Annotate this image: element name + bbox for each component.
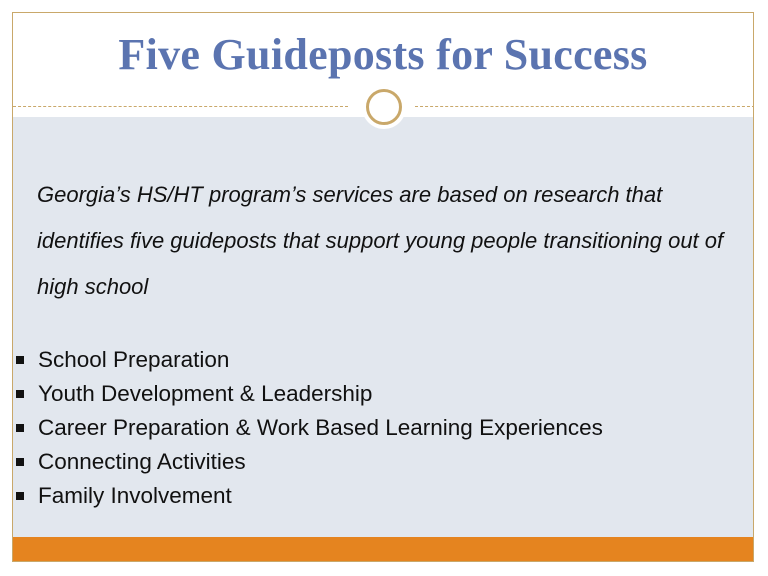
list-item (14, 377, 734, 411)
ornament-ring (366, 89, 402, 125)
guidepost-list (14, 343, 734, 513)
title-divider-left (13, 106, 348, 107)
square-bullet-icon (16, 424, 24, 432)
list-item (14, 411, 734, 445)
footer-bar (13, 537, 753, 562)
list-item (14, 479, 734, 513)
slide-title: Five Guideposts for Success (118, 30, 648, 79)
square-bullet-icon (16, 390, 24, 398)
square-bullet-icon (16, 458, 24, 466)
list-item-label: Career Preparation & Work Based Learning Experiences (38, 415, 603, 440)
square-bullet-icon (16, 356, 24, 364)
list-item-label: School Preparation (38, 347, 230, 372)
list-item (14, 445, 734, 479)
intro-paragraph: Georgia’s HS/HT program’s services are based on research that identifies five guideposts that support young people transitioning out of high school (37, 182, 724, 299)
circle-ring-icon (362, 85, 406, 129)
list-item-label: Youth Development & Leadership (38, 381, 373, 406)
title-divider-right (415, 106, 754, 107)
square-bullet-icon (16, 492, 24, 500)
list-item (14, 343, 734, 377)
list-item-label: Family Involvement (38, 483, 232, 508)
list-item-label: Connecting Activities (38, 449, 246, 474)
